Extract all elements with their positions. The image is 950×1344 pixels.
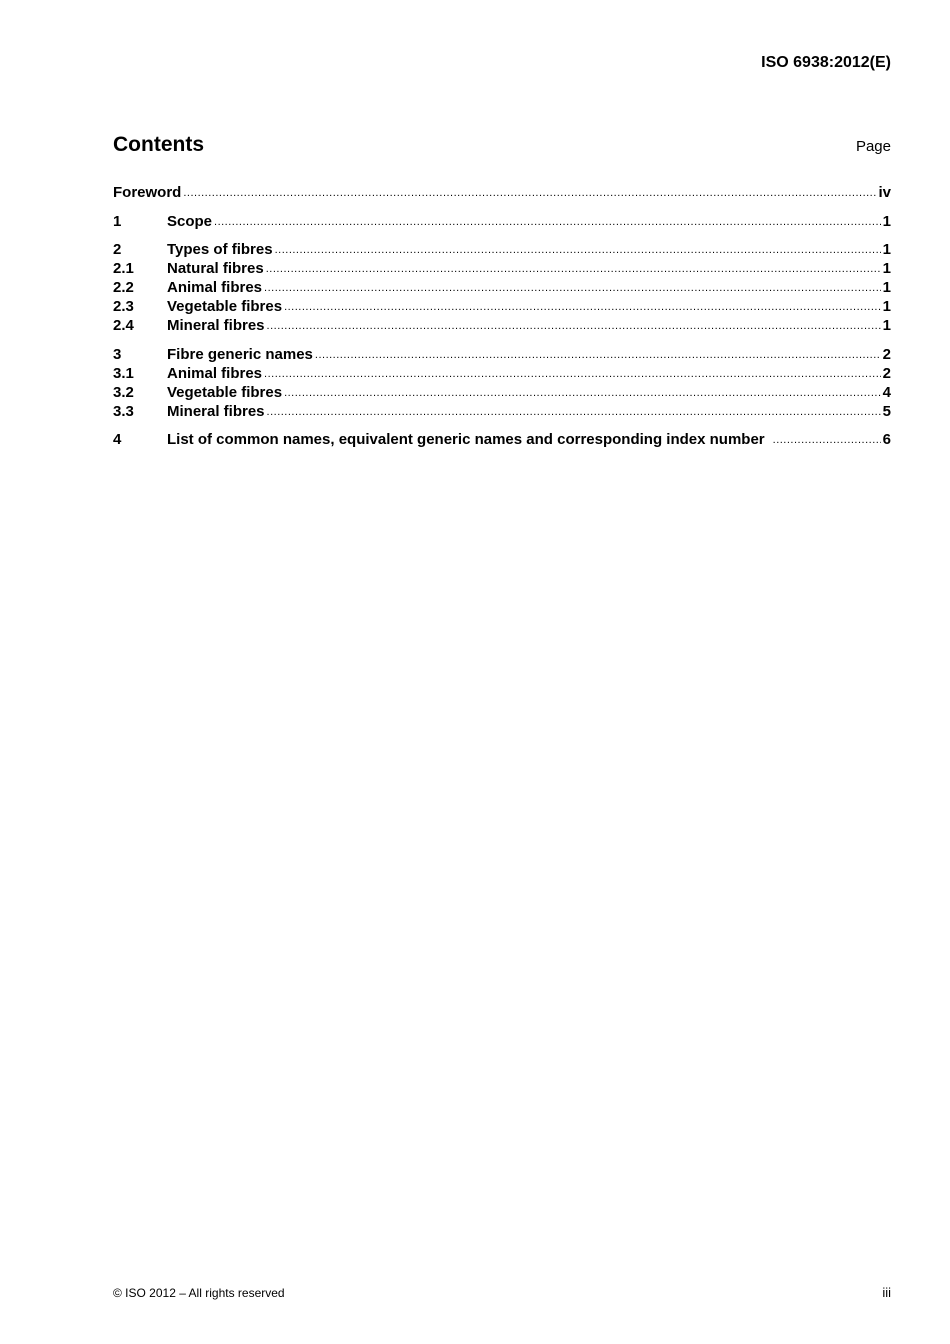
toc-entry-title: Animal fibres — [167, 279, 263, 296]
toc-entry-number: 3.3 — [113, 402, 134, 420]
toc-entry-2-1[interactable] — [113, 259, 891, 278]
toc-entry-page: 4 — [882, 383, 891, 401]
document-code: ISO 6938:2012(E) — [761, 54, 891, 71]
toc-entry-page: 1 — [882, 212, 891, 230]
toc-entry-3-1[interactable] — [113, 364, 891, 383]
toc-entry-2-4[interactable] — [113, 316, 891, 335]
toc-entry-3[interactable] — [113, 345, 891, 364]
toc-entry-2-2[interactable] — [113, 278, 891, 297]
toc-entry-page: 6 — [882, 431, 891, 448]
toc-entry-page: 1 — [882, 260, 891, 277]
toc-entry-number: 2 — [113, 241, 122, 258]
toc-entry-page: 1 — [882, 279, 891, 296]
toc-entry-title: Animal fibres — [167, 364, 263, 382]
toc-entry-1[interactable] — [113, 212, 891, 231]
dot-leader — [264, 365, 881, 384]
toc-entry-page: 1 — [882, 317, 891, 334]
toc-entry-title: Natural fibres — [167, 260, 264, 277]
toc-entry-number: 1 — [113, 212, 122, 230]
toc-entry-page: iv — [878, 184, 891, 201]
toc-entry-title: Mineral fibres — [167, 402, 265, 420]
dot-leader — [264, 279, 881, 298]
toc-entry-title: Vegetable fibres — [167, 298, 283, 315]
page-column-label: Page — [855, 138, 891, 155]
dot-leader — [267, 403, 881, 422]
dot-leader — [284, 384, 881, 403]
toc-entry-title: Foreword — [113, 184, 182, 201]
contents-title: Contents — [113, 133, 204, 156]
toc-entry-2[interactable] — [113, 240, 891, 259]
toc-entry-3-3[interactable] — [113, 402, 891, 421]
toc-entry-page: 1 — [882, 298, 891, 315]
table-of-contents — [113, 183, 891, 449]
dot-leader — [267, 317, 881, 336]
toc-entry-foreword[interactable] — [113, 183, 891, 202]
footer-page-number: iii — [882, 1285, 891, 1300]
toc-entry-number: 4 — [113, 431, 122, 448]
toc-entry-number: 2.2 — [113, 279, 134, 296]
toc-entry-3-2[interactable] — [113, 383, 891, 402]
toc-entry-title: List of common names, equivalent generic names and corresponding index number — [167, 431, 765, 448]
toc-entry-title: Fibre generic names — [167, 345, 313, 363]
toc-entry-title: Scope — [167, 212, 213, 230]
toc-entry-page: 5 — [882, 402, 891, 420]
footer-copyright: © ISO 2012 – All rights reserved — [113, 1286, 285, 1300]
dot-leader — [284, 298, 881, 317]
toc-entry-title: Mineral fibres — [167, 317, 265, 334]
toc-entry-page: 2 — [882, 364, 891, 382]
toc-entry-4[interactable] — [113, 430, 891, 449]
dot-leader — [773, 431, 881, 450]
dot-leader — [315, 346, 881, 365]
toc-entry-number: 2.1 — [113, 260, 134, 277]
toc-entry-number: 2.4 — [113, 317, 134, 334]
toc-entry-2-3[interactable] — [113, 297, 891, 316]
toc-entry-number: 3.2 — [113, 383, 134, 401]
toc-entry-number: 3 — [113, 345, 122, 363]
toc-entry-number: 3.1 — [113, 364, 134, 382]
dot-leader — [183, 184, 876, 203]
toc-entry-title: Vegetable fibres — [167, 383, 283, 401]
dot-leader — [266, 260, 881, 279]
toc-entry-number: 2.3 — [113, 298, 134, 315]
toc-entry-title: Types of fibres — [167, 241, 273, 258]
dot-leader — [214, 213, 881, 232]
dot-leader — [275, 241, 881, 260]
toc-entry-page: 1 — [882, 241, 891, 258]
toc-entry-page: 2 — [882, 345, 891, 363]
